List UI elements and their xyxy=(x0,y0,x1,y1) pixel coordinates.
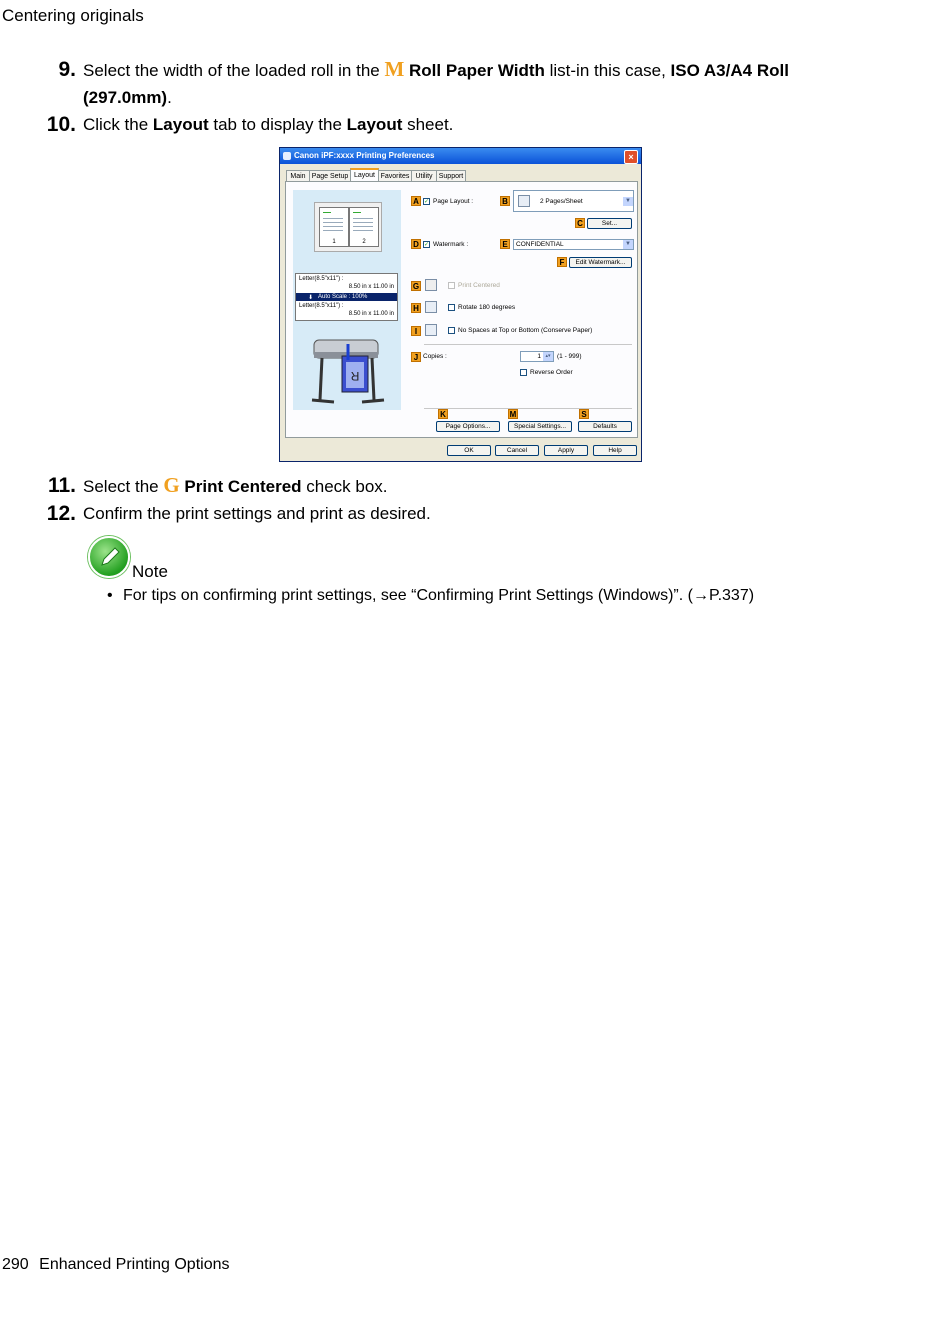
step-text-line2: (297.0mm). xyxy=(83,88,172,107)
apply-button[interactable]: Apply xyxy=(544,445,588,456)
layout-preview xyxy=(293,190,401,410)
callout-b: B xyxy=(500,196,510,206)
copies-input[interactable]: 1 ▴▾ xyxy=(520,351,554,362)
output-size-value: 8.50 in x 11.00 in xyxy=(348,311,394,317)
layout-sheet xyxy=(285,181,638,438)
page-layout-checkbox[interactable]: ✓ xyxy=(424,199,430,205)
auto-scale-row: ⬇ Auto Scale : 100% xyxy=(296,293,397,301)
copies-label: Copies : xyxy=(423,353,447,360)
tab-page-setup[interactable]: Page Setup xyxy=(309,170,351,182)
bullet: • xyxy=(107,587,113,604)
callout-a: A xyxy=(411,196,421,206)
close-button[interactable]: × xyxy=(624,150,638,164)
step-text: Click the Layout tab to display the Layout sheet. xyxy=(83,115,454,134)
printing-preferences-dialog xyxy=(279,147,642,462)
printer-app-icon xyxy=(283,152,291,160)
step-number: 10. xyxy=(46,113,76,136)
step-number: 9. xyxy=(58,58,76,81)
reverse-order-checkbox[interactable] xyxy=(520,369,527,376)
step-text: Confirm the print settings and print as desired. xyxy=(83,504,431,523)
watermark-label: Watermark : xyxy=(433,241,469,248)
output-size-label: Letter(8.5"x11") : xyxy=(299,303,344,309)
callout-g: G xyxy=(412,282,420,291)
page-number: 1 xyxy=(332,239,336,245)
chapter-title: Enhanced Printing Options xyxy=(39,1256,230,1273)
page-number: 2 xyxy=(362,239,366,245)
no-spaces-label: No Spaces at Top or Bottom (Conserve Paper) xyxy=(458,327,593,334)
callout-k: K xyxy=(438,409,448,419)
callout-j: J xyxy=(411,352,421,362)
chevron-down-icon: ▼ xyxy=(623,197,633,206)
rotate-180-label: Rotate 180 degrees xyxy=(458,304,516,311)
help-button[interactable]: Help xyxy=(593,445,637,456)
print-centered-label: Print Centered xyxy=(458,282,500,289)
callout-c: C xyxy=(575,218,585,228)
rotate-icon xyxy=(425,301,437,313)
step-number: 11. xyxy=(47,474,76,497)
step-text: Select the width of the loaded roll in the M Roll Paper Width list-in this case, ISO A3/A4 Roll xyxy=(83,57,789,81)
two-pages-icon xyxy=(518,195,530,207)
page-layout-select[interactable]: 2 Pages/Sheet ▼ xyxy=(513,190,634,212)
callout-m: M xyxy=(509,410,517,419)
callout-e: E xyxy=(500,239,510,249)
callout-f: F xyxy=(557,257,567,267)
cancel-button[interactable]: Cancel xyxy=(495,445,539,456)
tab-support[interactable]: Support xyxy=(436,170,466,182)
step-number: 12. xyxy=(46,502,76,525)
page-footer xyxy=(2,1256,230,1274)
note-pencil-icon xyxy=(88,536,130,578)
page-options-button[interactable]: Page Options... xyxy=(436,421,500,432)
conserve-paper-icon xyxy=(425,324,437,336)
tab-layout[interactable]: Layout xyxy=(350,168,379,184)
print-centered-icon xyxy=(425,279,437,291)
callout-letter-m: M xyxy=(384,57,405,81)
arrow-down-icon: ⬇ xyxy=(308,295,314,301)
defaults-button[interactable]: Defaults xyxy=(578,421,632,432)
watermark-select[interactable]: CONFIDENTIAL ▼ xyxy=(513,239,634,250)
note-text: For tips on confirming print settings, see “Confirming Print Settings (Windows)”. (→P.337) xyxy=(123,587,755,604)
printer-illustration-icon xyxy=(308,330,388,408)
watermark-checkbox[interactable]: ✓ xyxy=(424,242,430,248)
edit-watermark-button[interactable]: Edit Watermark... xyxy=(569,257,632,268)
callout-d: D xyxy=(411,239,421,249)
tab-utility[interactable]: Utility xyxy=(411,170,437,182)
divider xyxy=(424,408,632,409)
paper-size-label: Letter(8.5"x11") : xyxy=(299,276,344,282)
copies-range: (1 - 999) xyxy=(557,353,582,360)
reverse-order-label: Reverse Order xyxy=(530,369,573,376)
running-header: Centering originals xyxy=(2,6,144,25)
callout-h: H xyxy=(411,303,421,313)
divider xyxy=(424,344,632,345)
dialog-title: Canon iPF:xxxx Printing Preferences xyxy=(294,151,435,160)
callout-s: S xyxy=(579,409,589,419)
preview-page-2 xyxy=(349,207,379,247)
step-10 xyxy=(0,111,950,138)
printed-sheet-mark: R xyxy=(350,369,360,383)
callout-letter-g: G xyxy=(163,473,180,497)
step-12 xyxy=(0,500,950,527)
ok-button[interactable]: OK xyxy=(447,445,491,456)
pages-preview xyxy=(314,202,382,252)
preview-page-1 xyxy=(319,207,349,247)
page-layout-label: Page Layout : xyxy=(433,198,474,205)
set-button[interactable]: Set... xyxy=(587,218,632,229)
note-title: Note xyxy=(132,562,168,581)
chevron-down-icon: ▼ xyxy=(623,240,633,249)
rotate-180-checkbox[interactable] xyxy=(448,304,455,311)
print-centered-checkbox[interactable] xyxy=(448,282,455,289)
note-list-item xyxy=(107,587,755,605)
step-11 xyxy=(0,472,950,499)
paper-info-box xyxy=(295,273,398,321)
spin-arrows-icon[interactable]: ▴▾ xyxy=(543,352,553,361)
step-9 xyxy=(0,56,950,110)
special-settings-button[interactable]: Special Settings... xyxy=(508,421,572,432)
paper-size-value: 8.50 in x 11.00 in xyxy=(348,284,394,290)
dialog-titlebar xyxy=(280,148,641,164)
tab-favorites[interactable]: Favorites xyxy=(378,170,412,182)
callout-i: I xyxy=(411,326,421,336)
page-number: 290 xyxy=(2,1256,29,1273)
step-text: Select the G Print Centered check box. xyxy=(83,473,388,497)
no-spaces-checkbox[interactable] xyxy=(448,327,455,334)
tab-main[interactable]: Main xyxy=(286,170,310,182)
